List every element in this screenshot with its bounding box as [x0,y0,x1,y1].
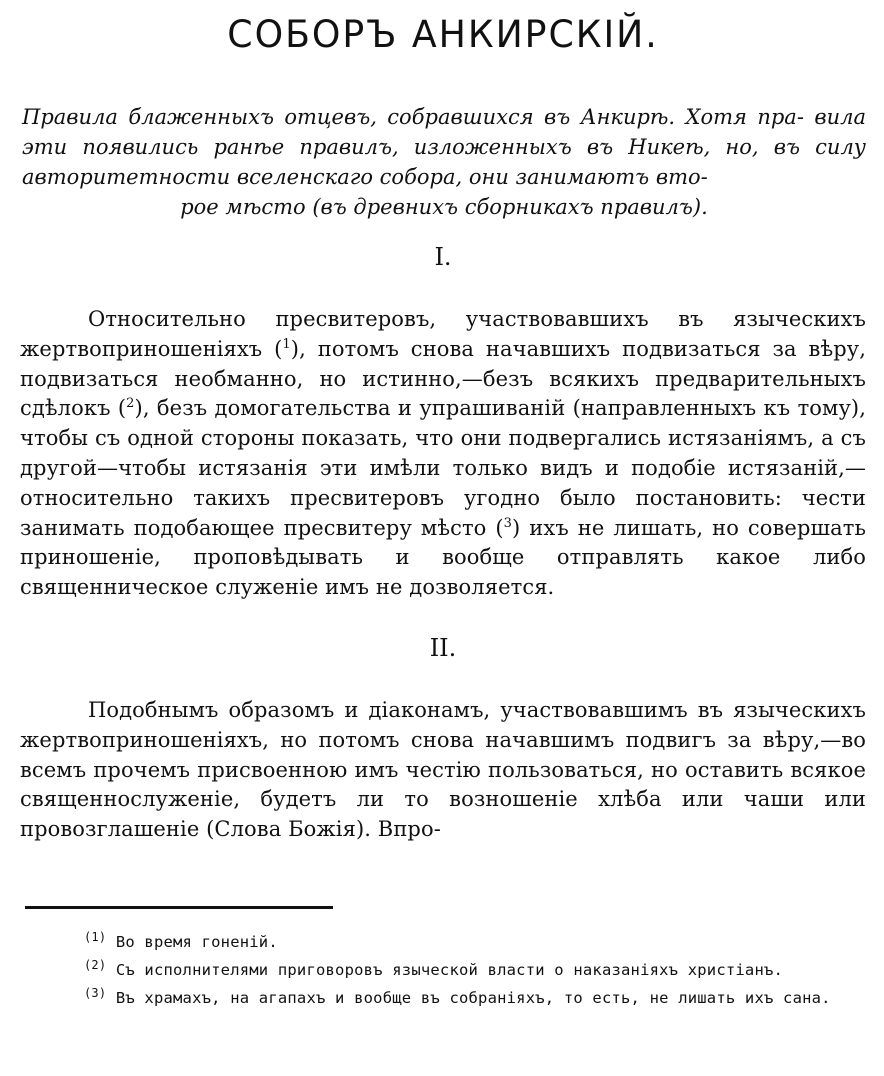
section-numeral-1: I. [434,243,452,271]
footnote-text: Во время гоненій. [115,933,278,951]
footnote-ref-1: 1 [282,336,291,352]
intro-line: Правила блаженныхъ отцевъ, собравшихся въ Анкирѣ. Хотя пра- [22,105,804,129]
footnote-2 [20,958,866,983]
footnote-number: (2) [84,957,107,972]
rule-1-text [20,305,866,603]
rule-1-part: ) ихъ не лишать, но совершать приношеніе, проповѣдывать и вообще отправлять какое либо священническое служеніе имъ не дозволяется. [20,515,866,600]
footnote-number: (3) [84,985,107,1000]
page-title: СОБОРЪ АНКИРСКІЙ. [227,13,659,56]
footnote-divider [25,906,333,909]
document-page [20,8,866,845]
intro-line: рое мѣсто (въ древнихъ сборникахъ правилъ). [180,195,708,219]
rule-2-text: Подобнымъ образомъ и діаконамъ, участвовавшимъ въ языческихъ жертвоприношеніяхъ, но потомъ снова начавшимъ подвигъ за вѣру,—во всемъ прочемъ присвоенною имъ честію пользоваться, но оставить всякое священнослуженіе, будетъ ли то возношеніе хлѣба или чаши или провозглашеніе (Слова Божія). Впро- [20,697,866,842]
section-numeral-2: II. [429,633,457,662]
rule-1-part: Относительно пресвитеровъ, участвовавшихъ въ языческихъ жертвоприношеніяхъ ( [20,307,866,361]
footnote-text: Съ исполнителями приговоровъ языческой власти о наказаніяхъ христіанъ. [115,961,784,979]
footnote-1 [20,930,866,955]
footnote-text: Въ храмахъ, на агапахъ и вообще въ собраніяхъ, то есть, не лишать ихъ сана. [115,989,831,1007]
footnote-number: (1) [84,929,107,944]
footnote-3 [20,986,866,1011]
intro-paragraph [20,102,866,222]
intro-line: въ силу авторитетности вселенскаго собора, они занимаютъ вто- [22,135,866,189]
footnotes [20,930,866,1014]
footnote-ref-2: 2 [126,396,135,412]
footnote-ref-3: 3 [503,515,513,531]
rule-1-part: ), безъ домогательства и упрашиваній (направленныхъ къ тому), чтобы съ одной стороны показать, что они подвергались истязаніямъ, а съ другой—чтобы истязанія эти имѣли только видъ и подобіе истязаній,—относительно такихъ пресвитеровъ угодно было постановить: чести занимать подобающее пресвитеру мѣсто ( [20,396,866,540]
intro-line: вила эти появились ранѣе правилъ, изложенныхъ въ Никеѣ, но, [22,105,866,159]
rule-1-part: ), потомъ снова начавшихъ подвизаться за вѣру, подвизаться необманно, но истинно,—безъ всякихъ предварительныхъ сдѣлокъ ( [20,336,866,421]
